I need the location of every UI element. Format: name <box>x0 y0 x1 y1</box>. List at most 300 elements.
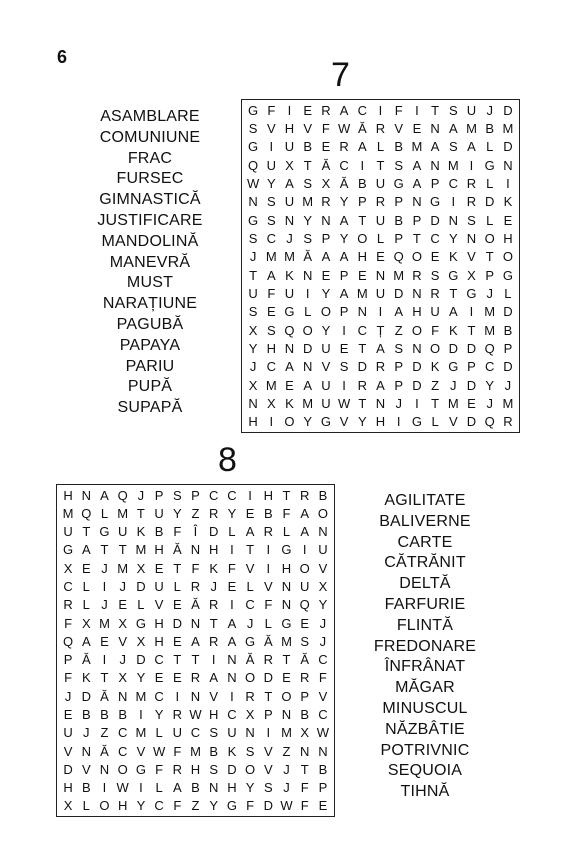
grid-letter: M <box>356 285 368 301</box>
grid-letter: B <box>394 139 404 155</box>
grid-letter: R <box>245 688 255 704</box>
grid-letter: Y <box>227 505 237 521</box>
grid-letter: F <box>191 560 200 576</box>
grid-letter: U <box>172 725 182 741</box>
grid-letter: C <box>357 102 367 118</box>
grid-letter: W <box>337 395 351 411</box>
grid-letter: U <box>466 102 477 118</box>
grid-letter: R <box>375 359 386 375</box>
grid-letter: M <box>484 322 496 338</box>
grid-letter: J <box>486 395 493 411</box>
grid-letter: R <box>209 505 219 521</box>
grid-letter: Q <box>484 414 495 430</box>
grid-letter: E <box>503 212 513 228</box>
grid-letter: C <box>118 743 128 759</box>
grid-letter: A <box>300 505 310 521</box>
grid-letter: I <box>248 487 252 503</box>
grid-letter: S <box>339 359 349 375</box>
grid-letter: R <box>321 194 331 210</box>
grid-letter: A <box>394 304 404 320</box>
grid-letter: A <box>412 157 422 173</box>
grid-letter: T <box>100 670 109 686</box>
grid-letter: X <box>248 377 258 393</box>
grid-letter: A <box>285 359 294 375</box>
grid-letter: H <box>263 487 273 503</box>
grid-letter: I <box>266 560 271 576</box>
grid-letter: P <box>339 267 349 283</box>
grid-letter: B <box>154 524 164 540</box>
grid-letter: S <box>245 743 255 759</box>
grid-letter: J <box>119 579 126 595</box>
word-item: FRAC <box>127 149 173 167</box>
grid-letter: C <box>448 175 458 191</box>
grid-letter: R <box>466 194 477 210</box>
grid-letter: U <box>321 340 331 356</box>
grid-letter: T <box>449 285 458 301</box>
grid-letter: P <box>191 487 200 503</box>
grid-letter: N <box>412 194 422 210</box>
grid-letter: M <box>265 249 277 265</box>
grid-letter: D <box>227 761 237 777</box>
grid-letter: A <box>172 780 182 796</box>
grid-letter: N <box>375 395 386 411</box>
grid-letter: S <box>248 120 258 136</box>
grid-letter: Ă <box>303 249 313 265</box>
grid-letter: S <box>448 102 458 118</box>
grid-letter: F <box>300 798 309 814</box>
word-item: DELTĂ <box>399 575 451 593</box>
grid-letter: R <box>503 414 513 430</box>
grid-letter: N <box>281 579 292 595</box>
grid-letter: K <box>285 267 294 283</box>
grid-letter: T <box>467 322 476 338</box>
grid-letter: Y <box>321 322 331 338</box>
grid-letter: Q <box>299 597 310 613</box>
grid-letter: G <box>502 267 513 283</box>
grid-letter: Ț <box>376 322 385 338</box>
grid-letter: X <box>248 322 258 338</box>
grid-letter: P <box>412 212 422 228</box>
grid-letter: I <box>139 706 143 722</box>
grid-letter: G <box>281 542 292 558</box>
grid-letter: M <box>117 505 129 521</box>
grid-letter: K <box>227 743 237 759</box>
grid-letter: P <box>394 377 404 393</box>
grid-letter: L <box>486 139 494 155</box>
grid-letter: U <box>266 157 276 173</box>
grid-letter: H <box>357 249 367 265</box>
grid-letter: L <box>376 139 385 155</box>
grid-letter: I <box>378 102 383 118</box>
grid-letter: N <box>248 395 258 411</box>
grid-letter: A <box>191 633 200 649</box>
grid-letter: A <box>245 524 255 540</box>
grid-letter: P <box>503 340 513 356</box>
grid-letter: T <box>300 761 309 777</box>
grid-letter: D <box>209 524 219 540</box>
grid-letter: I <box>396 414 401 430</box>
grid-letter: R <box>63 597 73 613</box>
grid-letter: U <box>300 579 310 595</box>
grid-letter: D <box>263 798 273 814</box>
grid-letter: J <box>486 285 493 301</box>
word-item: PARIU <box>125 357 175 375</box>
grid-letter: B <box>303 139 313 155</box>
grid-letter: N <box>190 542 201 558</box>
grid-letter: X <box>300 725 310 741</box>
grid-letter: B <box>81 706 91 722</box>
grid-letter: H <box>63 780 73 796</box>
word-item: AGILITATE <box>384 492 466 509</box>
grid-letter: X <box>266 395 276 411</box>
grid-letter: J <box>64 688 72 704</box>
puzzle-7-number: 7 <box>331 56 350 94</box>
grid-letter: G <box>248 139 259 155</box>
grid-letter: J <box>249 249 257 265</box>
grid-letter: X <box>63 798 73 814</box>
grid-letter: D <box>303 340 313 356</box>
grid-letter: Y <box>209 798 219 814</box>
grid-letter: N <box>245 725 255 741</box>
grid-letter: D <box>485 194 495 210</box>
grid-letter: S <box>266 212 276 228</box>
grid-letter: Y <box>303 212 313 228</box>
grid-letter: U <box>118 524 128 540</box>
grid-letter: G <box>135 615 146 631</box>
grid-letter: U <box>284 139 295 155</box>
grid-letter: S <box>430 267 440 283</box>
grid-letter: R <box>263 652 273 668</box>
grid-letter: D <box>448 340 458 356</box>
grid-letter: U <box>318 542 328 558</box>
puzzle-8-number: 8 <box>218 441 237 479</box>
grid-letter: V <box>321 359 331 375</box>
grid-letter: P <box>485 267 495 283</box>
grid-letter: P <box>430 175 440 191</box>
grid-letter: H <box>284 120 295 136</box>
grid-letter: V <box>263 579 273 595</box>
grid-letter: M <box>117 560 129 576</box>
word-item: NĂZBÂTIE <box>385 720 465 738</box>
grid-letter: M <box>447 157 459 173</box>
grid-letter: J <box>137 487 145 503</box>
grid-letter: Z <box>100 725 109 741</box>
grid-letter: E <box>321 139 331 155</box>
grid-letter: Y <box>266 175 276 191</box>
grid-letter: T <box>282 487 291 503</box>
grid-letter: F <box>267 102 276 118</box>
grid-letter: R <box>172 761 182 777</box>
grid-letter: D <box>412 359 422 375</box>
grid-letter: B <box>503 322 513 338</box>
grid-letter: E <box>118 597 128 613</box>
puzzle-7-letter-grid <box>241 99 520 433</box>
grid-letter: D <box>81 688 91 704</box>
grid-letter: D <box>503 359 513 375</box>
grid-letter: R <box>172 706 182 722</box>
grid-letter: P <box>263 706 273 722</box>
grid-letter: E <box>154 670 164 686</box>
grid-letter: N <box>81 487 91 503</box>
grid-letter: P <box>467 359 476 375</box>
grid-letter: J <box>504 377 512 393</box>
grid-letter: N <box>81 743 91 759</box>
grid-letter: T <box>173 652 182 668</box>
grid-letter: A <box>376 340 385 356</box>
grid-letter: S <box>394 340 404 356</box>
grid-letter: T <box>246 542 255 558</box>
grid-letter: A <box>209 670 219 686</box>
grid-letter: D <box>503 139 513 155</box>
grid-letter: I <box>269 414 274 430</box>
grid-letter: F <box>431 322 440 338</box>
grid-letter: A <box>321 249 331 265</box>
grid-letter: I <box>342 322 346 338</box>
grid-letter: K <box>503 194 513 210</box>
grid-letter: R <box>190 579 201 595</box>
grid-letter: P <box>154 487 164 503</box>
grid-letter: V <box>394 120 404 136</box>
grid-letter: W <box>246 175 260 191</box>
grid-letter: C <box>209 487 219 503</box>
word-item: CĂTRĂNIT <box>384 554 466 572</box>
word-item: FURSEC <box>116 170 184 188</box>
grid-letter: R <box>357 377 367 393</box>
grid-letter: H <box>63 487 73 503</box>
grid-letter: O <box>281 688 292 704</box>
grid-letter: F <box>246 798 255 814</box>
grid-letter: C <box>357 322 367 338</box>
grid-letter: S <box>300 633 310 649</box>
grid-letter: N <box>318 743 328 759</box>
grid-letter: I <box>305 285 310 301</box>
page-number: 6 <box>57 47 68 67</box>
word-item: NARAȚIUNE <box>102 295 198 313</box>
word-item: FLINTĂ <box>396 616 454 634</box>
grid-letter: H <box>118 798 128 814</box>
grid-letter: E <box>282 670 291 686</box>
grid-letter: J <box>286 230 293 246</box>
grid-letter: D <box>503 102 513 118</box>
grid-letter: I <box>102 780 107 796</box>
grid-letter: J <box>283 761 290 777</box>
grid-letter: J <box>450 377 457 393</box>
grid-letter: I <box>139 780 143 796</box>
grid-letter: O <box>317 505 328 521</box>
grid-letter: T <box>431 102 440 118</box>
grid-letter: A <box>303 377 313 393</box>
grid-letter: O <box>245 670 256 686</box>
word-item: BALIVERNE <box>379 512 471 530</box>
grid-letter: U <box>154 579 164 595</box>
grid-letter: V <box>266 120 276 136</box>
grid-letter: A <box>339 212 349 228</box>
grid-letter: U <box>375 212 386 228</box>
grid-letter: V <box>448 414 458 430</box>
grid-letter: G <box>448 359 459 375</box>
grid-letter: J <box>395 395 402 411</box>
grid-letter: G <box>320 414 331 430</box>
grid-letter: H <box>503 230 513 246</box>
grid-letter: N <box>412 340 422 356</box>
grid-letter: W <box>316 725 330 741</box>
grid-letter: E <box>245 505 255 521</box>
grid-letter: Q <box>393 249 404 265</box>
grid-letter: G <box>484 157 495 173</box>
grid-letter: T <box>209 615 218 631</box>
grid-letter: O <box>320 304 331 320</box>
grid-letter: Î <box>193 524 198 540</box>
grid-letter: U <box>321 377 331 393</box>
grid-letter: X <box>118 670 128 686</box>
grid-letter: Ă <box>191 597 200 613</box>
grid-letter: K <box>448 322 458 338</box>
grid-letter: K <box>430 359 440 375</box>
grid-letter: Q <box>484 340 495 356</box>
grid-letter: I <box>287 102 292 118</box>
grid-letter: V <box>209 688 219 704</box>
grid-letter: A <box>448 120 458 136</box>
grid-letter: F <box>155 761 164 777</box>
grid-letter: F <box>318 670 327 686</box>
grid-letter: A <box>266 267 276 283</box>
grid-letter: Ă <box>300 652 310 668</box>
grid-letter: I <box>302 542 307 558</box>
grid-letter: T <box>412 230 421 246</box>
word-item: SEQUOIA <box>387 762 463 780</box>
grid-letter: C <box>485 359 495 375</box>
grid-letter: I <box>211 652 216 668</box>
grid-letter: E <box>285 377 294 393</box>
grid-letter: R <box>375 120 386 136</box>
grid-letter: P <box>394 194 404 210</box>
grid-letter: P <box>394 230 404 246</box>
grid-letter: Y <box>154 706 164 722</box>
grid-letter: C <box>154 688 164 704</box>
grid-letter: R <box>375 194 386 210</box>
grid-letter: G <box>248 212 259 228</box>
grid-letter: M <box>484 304 496 320</box>
grid-letter: H <box>248 414 258 430</box>
grid-letter: L <box>431 414 439 430</box>
grid-letter: D <box>394 285 404 301</box>
grid-letter: W <box>337 120 351 136</box>
grid-letter: U <box>284 194 295 210</box>
grid-letter: N <box>375 267 386 283</box>
grid-letter: U <box>63 725 73 741</box>
grid-letter: D <box>136 579 146 595</box>
grid-letter: W <box>280 798 293 814</box>
word-item: MINUSCUL <box>382 699 468 717</box>
grid-letter: F <box>64 615 73 631</box>
grid-letter: S <box>394 157 404 173</box>
grid-letter: K <box>136 524 146 540</box>
grid-letter: N <box>190 615 201 631</box>
grid-letter: R <box>339 139 349 155</box>
grid-letter: O <box>411 322 422 338</box>
grid-letter: D <box>136 652 146 668</box>
grid-letter: T <box>358 212 367 228</box>
grid-letter: V <box>245 560 255 576</box>
grid-letter: U <box>248 285 258 301</box>
grid-letter: L <box>376 230 385 246</box>
puzzle-8-word-list <box>365 491 485 803</box>
grid-letter: N <box>227 670 237 686</box>
grid-letter: P <box>321 230 331 246</box>
grid-letter: J <box>119 652 126 668</box>
grid-letter: F <box>300 780 309 796</box>
word-item: CARTE <box>397 533 453 551</box>
grid-letter: J <box>83 725 90 741</box>
grid-letter: G <box>226 798 237 814</box>
grid-letter: B <box>81 780 91 796</box>
grid-letter: U <box>375 285 386 301</box>
grid-letter: L <box>282 524 291 540</box>
grid-letter: E <box>172 597 182 613</box>
grid-letter: Ă <box>339 175 349 191</box>
grid-letter: I <box>266 725 271 741</box>
grid-letter: A <box>339 249 349 265</box>
grid-letter: Z <box>191 798 200 814</box>
grid-letter: K <box>285 395 294 411</box>
grid-letter: V <box>263 761 273 777</box>
grid-letter: M <box>281 725 292 741</box>
grid-letter: V <box>467 249 476 265</box>
grid-letter: S <box>248 230 258 246</box>
grid-letter: G <box>448 267 459 283</box>
grid-letter: C <box>318 652 328 668</box>
grid-letter: Ă <box>321 157 331 173</box>
grid-letter: W <box>152 743 166 759</box>
grid-letter: V <box>339 414 349 430</box>
grid-letter: C <box>227 487 237 503</box>
grid-letter: J <box>101 560 108 576</box>
grid-letter: S <box>448 139 458 155</box>
grid-letter: Y <box>318 597 328 613</box>
grid-letter: B <box>263 505 273 521</box>
grid-letter: I <box>230 597 234 613</box>
grid-letter: G <box>245 633 256 649</box>
grid-letter: N <box>281 597 292 613</box>
grid-letter: B <box>300 706 310 722</box>
grid-letter: C <box>266 230 276 246</box>
grid-letter: J <box>210 579 217 595</box>
grid-letter: B <box>118 706 128 722</box>
grid-letter: V <box>318 560 328 576</box>
grid-letter: L <box>100 505 109 521</box>
word-item: JUSTIFICARE <box>97 211 203 229</box>
grid-letter: D <box>172 615 182 631</box>
grid-letter: O <box>430 340 441 356</box>
grid-letter: M <box>135 688 147 704</box>
grid-letter: A <box>412 175 422 191</box>
word-item: SUPAPĂ <box>117 399 183 417</box>
grid-letter: L <box>228 524 236 540</box>
grid-letter: F <box>173 524 182 540</box>
grid-letter: M <box>466 120 477 136</box>
grid-letter: V <box>136 743 146 759</box>
grid-letter: Ă <box>263 633 273 649</box>
grid-letter: S <box>303 175 313 191</box>
grid-letter: X <box>136 633 146 649</box>
grid-letter: X <box>321 175 331 191</box>
grid-letter: M <box>284 249 295 265</box>
grid-letter: Y <box>339 194 349 210</box>
grid-letter: I <box>342 377 346 393</box>
grid-letter: N <box>448 212 458 228</box>
grid-letter: T <box>136 505 145 521</box>
grid-letter: U <box>227 725 237 741</box>
